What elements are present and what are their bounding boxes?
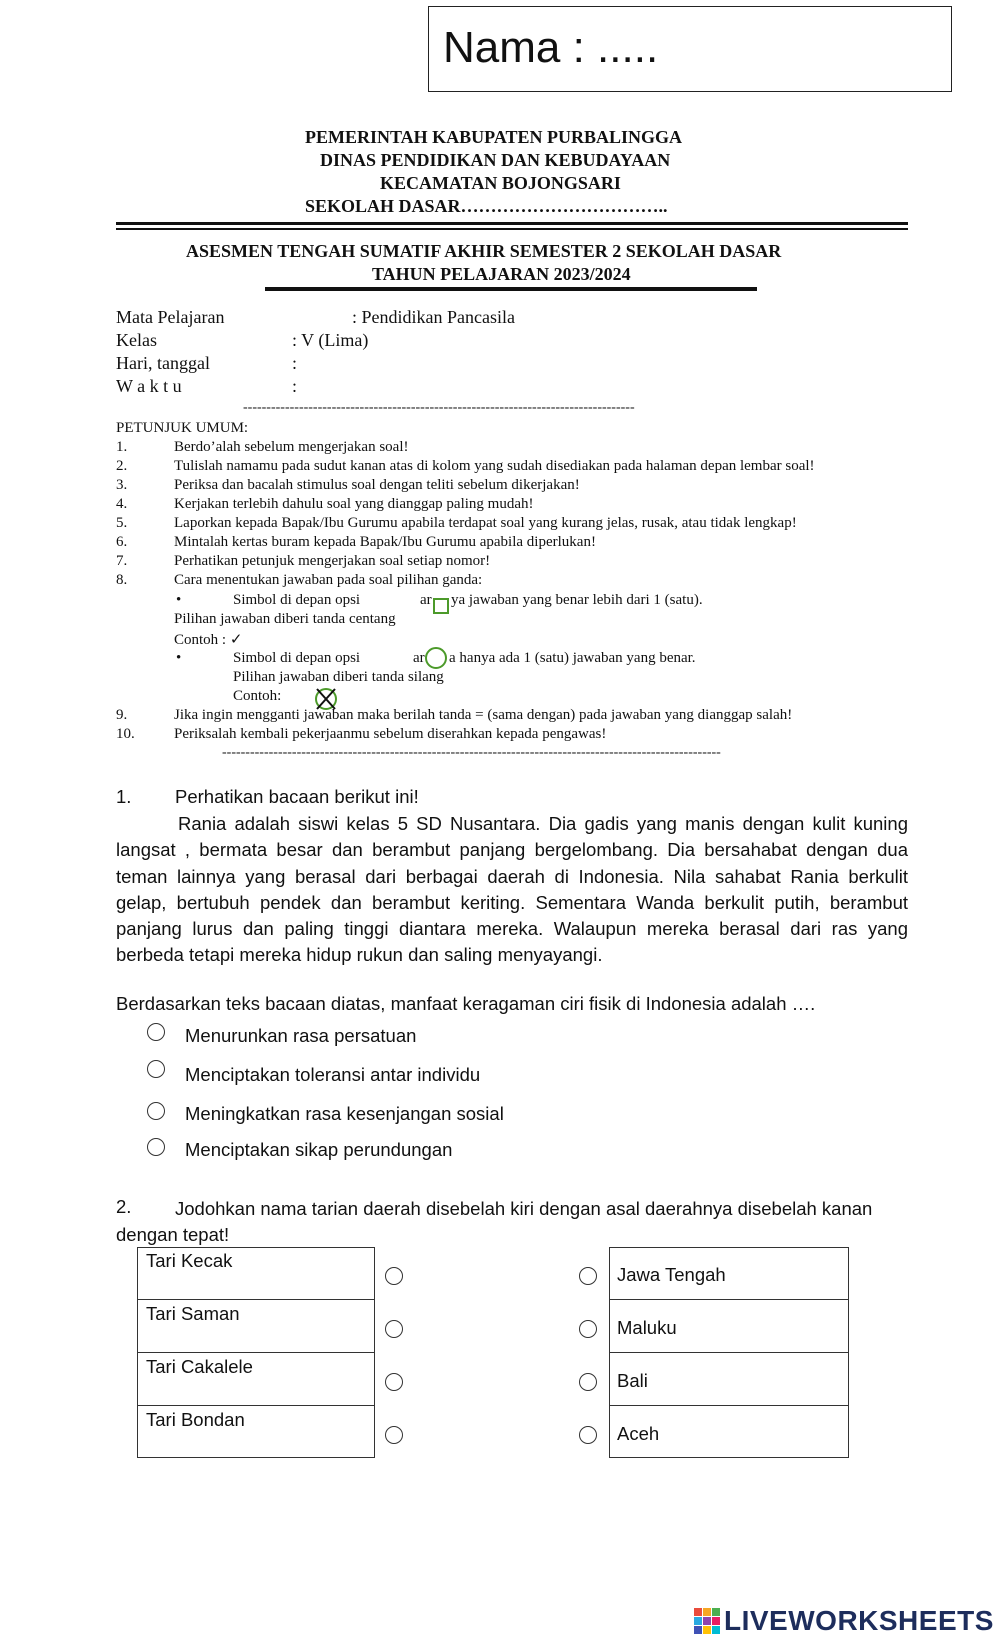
- exam-title: ASESMEN TENGAH SUMATIF AKHIR SEMESTER 2 SEKOLAH DASAR: [186, 241, 782, 261]
- match-left-item: Tari Saman: [146, 1303, 240, 1324]
- instruction-num: 8.: [116, 572, 128, 588]
- match-right-item: Maluku: [617, 1317, 677, 1338]
- row-divider: [137, 1299, 375, 1300]
- instruction-num: 2.: [116, 458, 128, 474]
- match-right-dot[interactable]: [579, 1373, 597, 1391]
- q1-question: Berdasarkan teks bacaan diatas, manfaat keragaman ciri fisik di Indonesia adalah ….: [116, 993, 816, 1014]
- time-value: :: [292, 376, 298, 396]
- q1-option-text: Meningkatkan rasa kesenjangan sosial: [185, 1103, 504, 1124]
- match-left-dot[interactable]: [385, 1373, 403, 1391]
- logo-mark-icon: [694, 1608, 720, 1634]
- match-left-dot[interactable]: [385, 1426, 403, 1444]
- name-label: Nama : .....: [443, 23, 659, 72]
- q1-option-text: Menciptakan toleransi antar individu: [185, 1064, 481, 1085]
- subject-label: Mata Pelajaran: [116, 307, 225, 327]
- match-right-item: Jawa Tengah: [617, 1264, 726, 1285]
- dash-separator: ------------------------------------------------------------------------------------: [243, 400, 635, 415]
- instruction-num: 6.: [116, 534, 128, 550]
- header-line-3: KECAMATAN BOJONGSARI: [380, 173, 621, 193]
- q1-passage: Rania adalah siswi kelas 5 SD Nusantara. Dia gadis yang manis dengan kulit kuning langsat , bermata besar dan berambut panjang bergelombang. Dia bersahabat dengan dua teman lainnya yang berasal dari berbagai daerah di Indonesia. Nila sahabat Rania berkulit gelap, bertubuh pendek dan berambut keriting. Sementara Wanda berkulit putih, berambut panjang lurus dan paling tinggi diantara mereka. Walaupun mereka berasal dari ras yang berbeda tetapi mereka hidup rukun dan saling menyayangi.: [116, 813, 908, 966]
- subject-value: : Pendidikan Pancasila: [352, 307, 515, 327]
- match-left-item: Tari Bondan: [146, 1409, 245, 1430]
- bullet2-example: Contoh:: [233, 688, 282, 704]
- match-right-dot[interactable]: [579, 1267, 597, 1285]
- q1-prompt: Perhatikan bacaan berikut ini!: [175, 786, 419, 807]
- bullet1-text-a: Simbol di depan opsi: [233, 592, 361, 608]
- dash-separator-2: -----------------------------------------------------------------------------------------------------------: [222, 745, 721, 760]
- bullet2-fragment: ar: [413, 650, 425, 666]
- header-line-4: SEKOLAH DASAR……………………………..: [305, 196, 668, 216]
- instruction-num: 1.: [116, 439, 128, 455]
- instruction-text: Berdo’alah sebelum mengerjakan soal!: [174, 439, 409, 455]
- row-divider: [609, 1299, 849, 1300]
- bullet1-fragment: ar: [420, 592, 432, 608]
- q1-option-radio[interactable]: [147, 1102, 165, 1120]
- match-left-item: Tari Kecak: [146, 1250, 233, 1271]
- instruction-num: 5.: [116, 515, 128, 531]
- instructions-list: [116, 439, 916, 591]
- instruction-text: Kerjakan terlebih dahulu soal yang dianggap paling mudah!: [174, 496, 534, 512]
- bullet1-example: Contoh : ✓: [174, 632, 243, 648]
- q1-number: 1.: [116, 786, 132, 807]
- header-line-2: DINAS PENDIDIKAN DAN KEBUDAYAAN: [320, 150, 671, 170]
- match-right-dot[interactable]: [579, 1320, 597, 1338]
- bullet1-text-b: ya jawaban yang benar lebih dari 1 (satu).: [451, 592, 703, 608]
- instructions-title: PETUNJUK UMUM:: [116, 420, 249, 436]
- q1-option-radio[interactable]: [147, 1060, 165, 1078]
- radio-symbol-icon: [425, 647, 447, 669]
- exam-year: TAHUN PELAJARAN 2023/2024: [372, 264, 631, 284]
- name-box[interactable]: [428, 6, 952, 92]
- match-left-dot[interactable]: [385, 1267, 403, 1285]
- instruction-text: Laporkan kepada Bapak/Ibu Gurumu apabila terdapat soal yang kurang jelas, rusak, atau tidak lengkap!: [174, 515, 797, 531]
- instruction-text: Tulislah namamu pada sudut kanan atas di kolom yang sudah disediakan pada halaman depan lembar soal!: [174, 458, 815, 474]
- match-right-dot[interactable]: [579, 1426, 597, 1444]
- bullet-dot: •: [176, 592, 182, 608]
- q2-number: 2.: [116, 1196, 132, 1217]
- instruction-text: Periksa dan bacalah stimulus soal dengan teliti sebelum dikerjakan!: [174, 477, 580, 493]
- instruction-text: Cara menentukan jawaban pada soal pilihan ganda:: [174, 572, 483, 588]
- header-line-1: PEMERINTAH KABUPATEN PURBALINGGA: [305, 127, 683, 147]
- match-left-item: Tari Cakalele: [146, 1356, 253, 1377]
- bullet2-line2: Pilihan jawaban diberi tanda silang: [233, 669, 444, 685]
- date-label: Hari, tanggal: [116, 353, 210, 373]
- header-rule-thick: [116, 222, 908, 225]
- q1-option-radio[interactable]: [147, 1138, 165, 1156]
- bullet-dot: •: [176, 650, 182, 666]
- q1-option-radio[interactable]: [147, 1023, 165, 1041]
- instruction-text: Periksalah kembali pekerjaanmu sebelum diserahkan kepada pengawas!: [174, 726, 607, 742]
- match-right-item: Aceh: [617, 1423, 660, 1444]
- bullet2-text-b: a hanya ada 1 (satu) jawaban yang benar.: [449, 650, 696, 666]
- class-value: : V (Lima): [292, 330, 369, 350]
- match-left-dot[interactable]: [385, 1320, 403, 1338]
- title-underline: [265, 287, 757, 291]
- instruction-text: Perhatikan petunjuk mengerjakan soal setiap nomor!: [174, 553, 491, 569]
- bullet1-line2: Pilihan jawaban diberi tanda centang: [174, 611, 396, 627]
- instruction-num: 4.: [116, 496, 128, 512]
- q2-prompt: Jodohkan nama tarian daerah disebelah kiri dengan asal daerahnya disebelah kanan dengan tepat!: [116, 1198, 873, 1245]
- row-divider: [137, 1352, 375, 1353]
- instruction-num: 3.: [116, 477, 128, 493]
- instruction-text: Jika ingin mengganti jawaban maka berilah tanda = (sama dengan) pada jawaban yang dianggap salah!: [174, 707, 793, 723]
- instruction-num: 9.: [116, 707, 128, 723]
- class-label: Kelas: [116, 330, 157, 350]
- bullet2-text-a: Simbol di depan opsi: [233, 650, 361, 666]
- liveworksheets-logo: [694, 1604, 994, 1638]
- logo-text: LIVEWORKSHEETS: [724, 1605, 994, 1636]
- time-label: W a k t u: [116, 376, 182, 396]
- q1-option-text: Menciptakan sikap perundungan: [185, 1139, 453, 1160]
- row-divider: [137, 1405, 375, 1406]
- match-right-item: Bali: [617, 1370, 648, 1391]
- instruction-num: 10.: [116, 726, 135, 742]
- instruction-num: 7.: [116, 553, 128, 569]
- q1-option-text: Menurunkan rasa persatuan: [185, 1025, 417, 1046]
- row-divider: [609, 1405, 849, 1406]
- instruction-text: Mintalah kertas buram kepada Bapak/Ibu Gurumu apabila diperlukan!: [174, 534, 596, 550]
- row-divider: [609, 1352, 849, 1353]
- header-rule-thin: [116, 228, 908, 230]
- checkbox-symbol-icon: [433, 598, 449, 614]
- date-value: :: [292, 353, 298, 373]
